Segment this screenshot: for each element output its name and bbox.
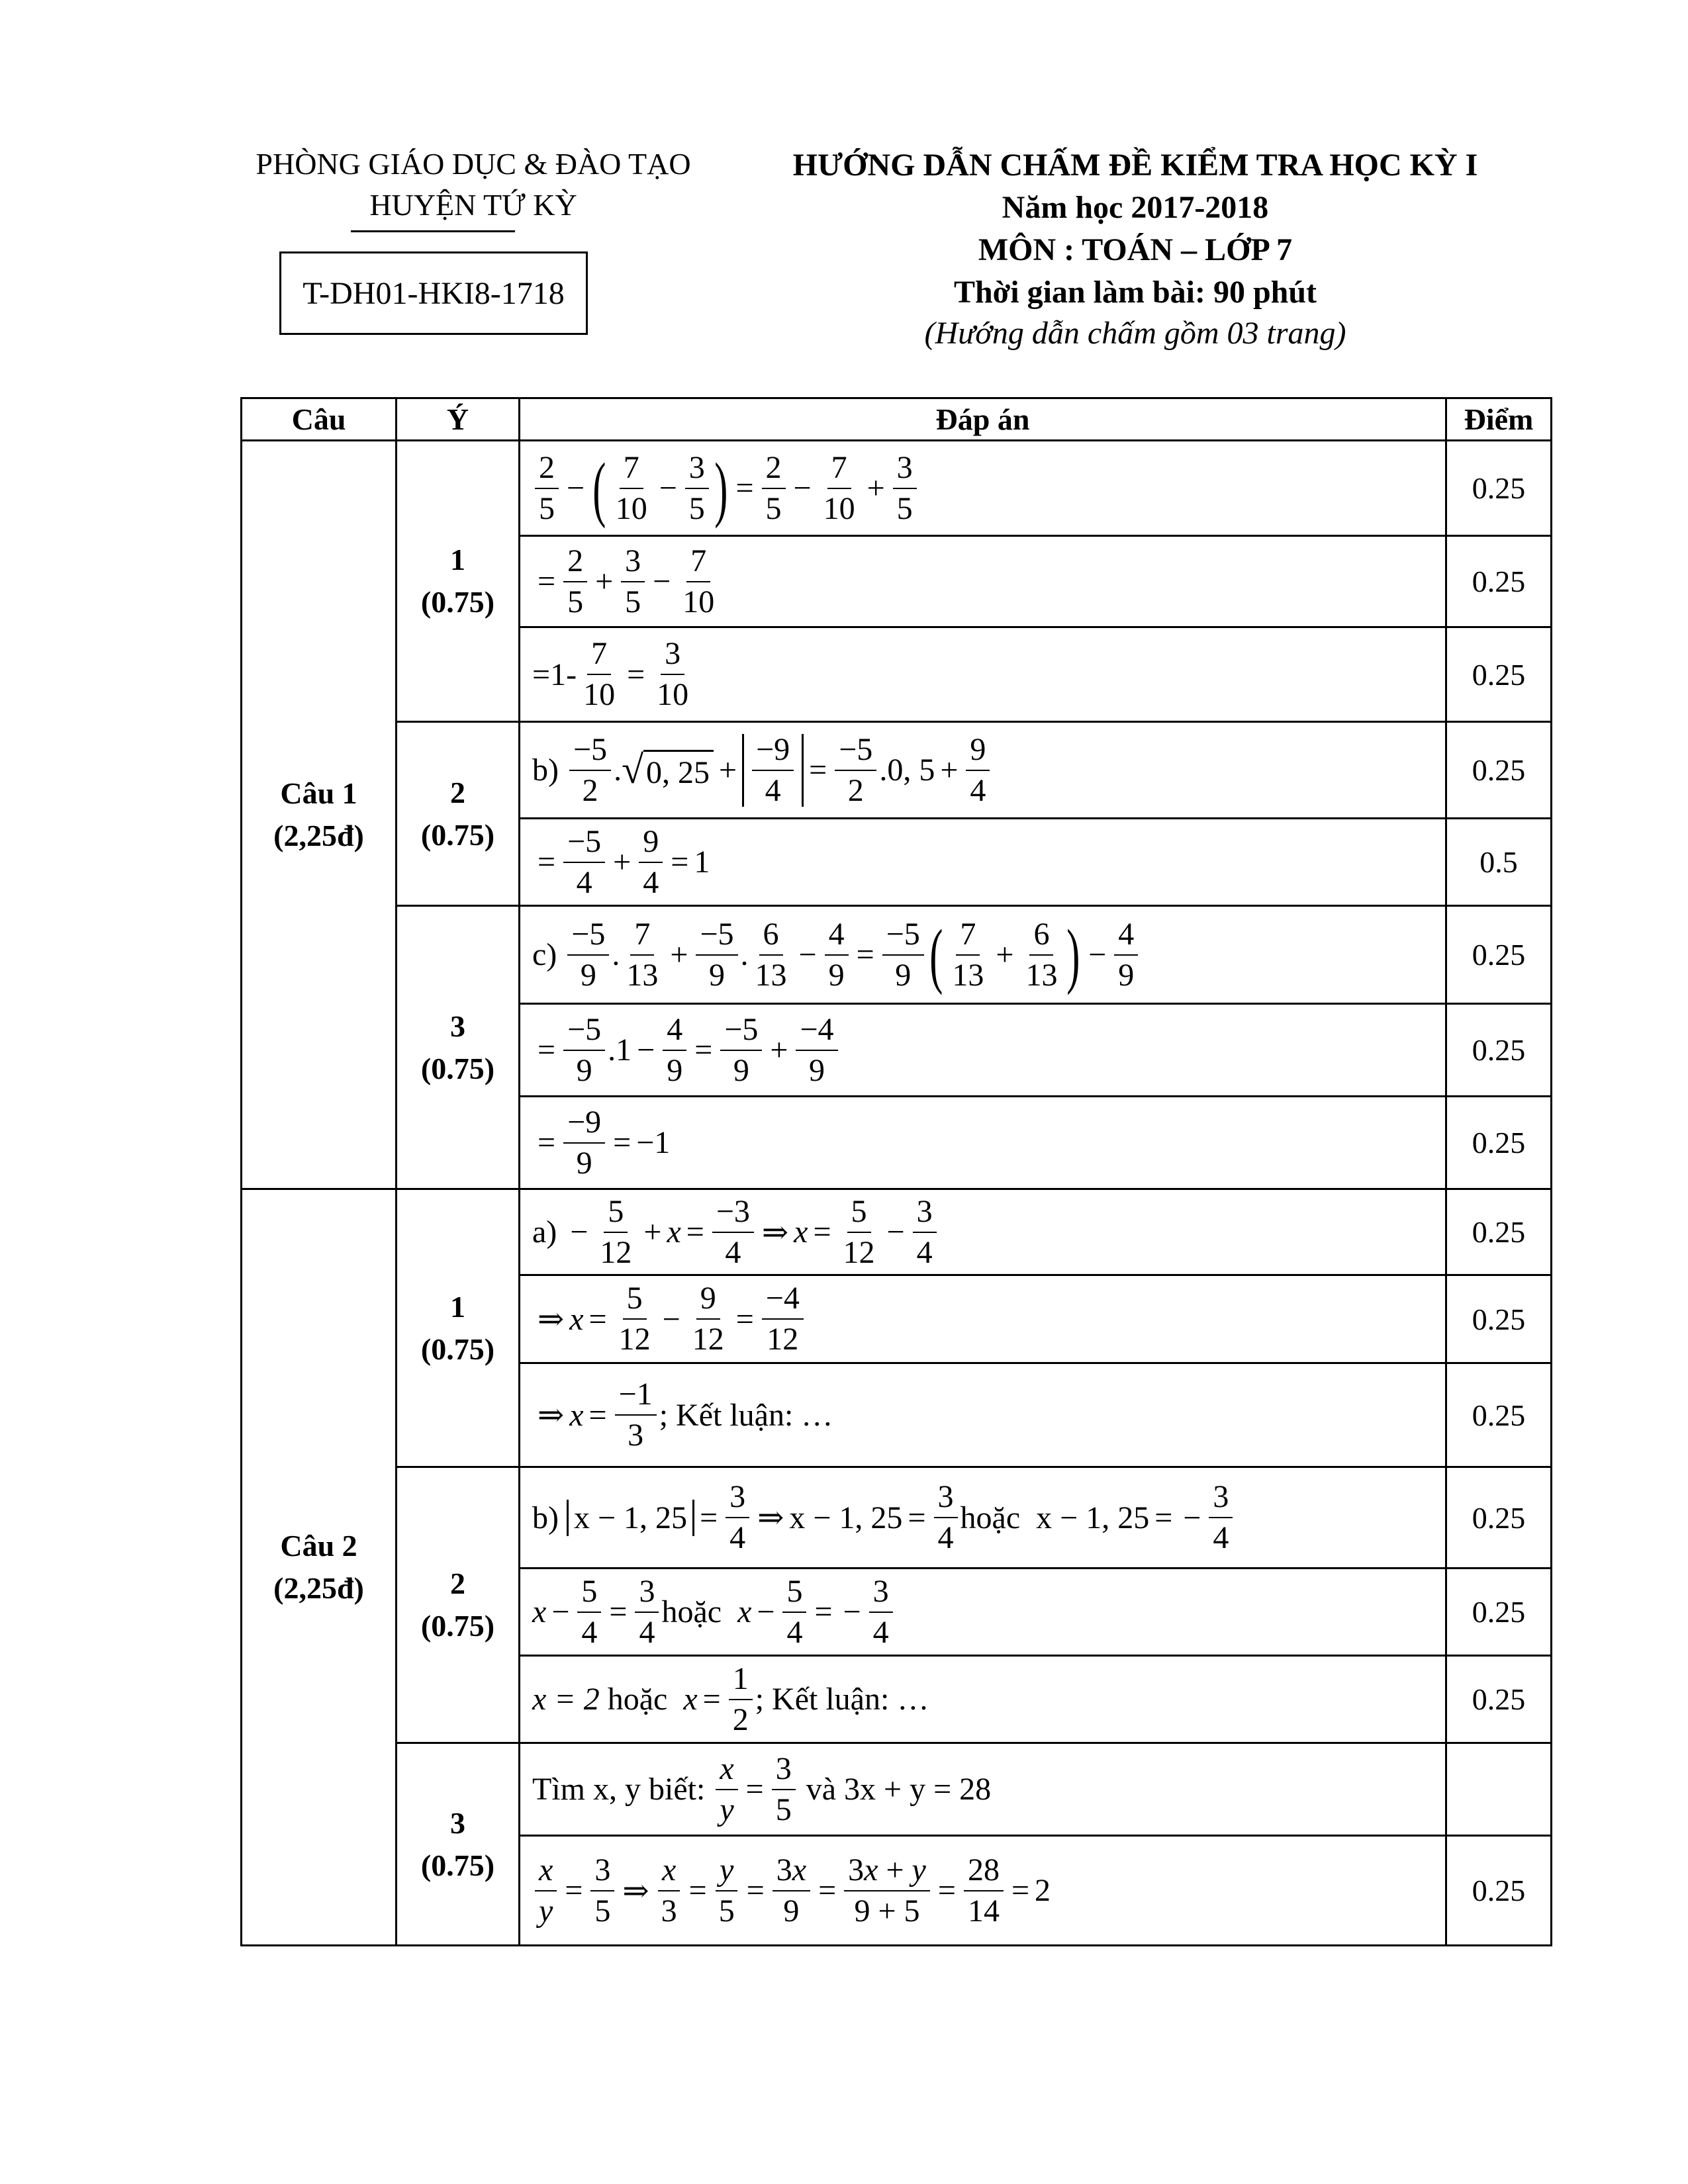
answer-row (520, 627, 1446, 722)
q1-part2-num: 2 (450, 775, 465, 809)
page-note: (Hướng dẫn chấm gồm 03 trang) (924, 316, 1346, 351)
q1-part2-cell (397, 722, 520, 906)
math-expression: = $\frac{-5}{9}$ .1 − $\frac{4}{9}$ = $\frac{-5}{9}$ + $\frac{-4}{9}$ (532, 1014, 1445, 1087)
math-expression: x − $\frac{5}{4}$ = $\frac{3}{4}$ hoặc x − $\frac{5}{4}$ = − $\frac{3}{4}$ (532, 1576, 1445, 1649)
answer-row (520, 1097, 1446, 1189)
answer-row (520, 1363, 1446, 1467)
question-1-cell (242, 441, 397, 1189)
q2-part1-num: 1 (450, 1289, 465, 1324)
score-cell: 0.25 (1446, 441, 1552, 536)
q1-part3-pts: (0.75) (420, 1051, 495, 1085)
q2-part2-cell (397, 1467, 520, 1743)
math-expression: b) −5 2 . √ 0, 25 + $\frac{-9}{4}$ = $\frac{-5}{2}$ .0, 5 + $\frac{9}{4}$ (532, 734, 1445, 807)
answer-row (520, 1743, 1446, 1836)
q2-part3-num: 3 (450, 1805, 465, 1840)
answer-row (520, 819, 1446, 906)
score-cell: 0.25 (1446, 1836, 1552, 1946)
answer-row (520, 1569, 1446, 1656)
score-cell: 0.25 (1446, 1363, 1552, 1467)
q2-part1-pts: (0.75) (420, 1332, 495, 1366)
q2-part3-cell (397, 1743, 520, 1946)
answer-row (520, 722, 1446, 819)
answer-row (520, 1836, 1446, 1946)
math-expression: = $\frac{-9}{9}$ = −1 (538, 1104, 671, 1181)
q1-part3-cell (397, 906, 520, 1189)
answer-row (520, 1275, 1446, 1363)
math-expression: Tìm x, y biết: $\frac{x}{y}$ = $\frac{3}{5}$ và 3x + y = 28 (532, 1751, 992, 1827)
q1-part1-cell (397, 441, 520, 722)
score-cell: 0.25 (1446, 1189, 1552, 1275)
header-points: Điểm (1446, 398, 1552, 441)
score-cell: 0.25 (1446, 1004, 1552, 1097)
exam-time: Thời gian làm bài: 90 phút (953, 275, 1317, 310)
math-expression: b) x − 1, 25 = $\frac{3}{4}$ ⇒ x − 1, 25 = $\frac{3}{4}$ hoặc x − 1, 25 = − $\frac{3}{4}$ (532, 1481, 1445, 1554)
question-2-cell (242, 1189, 397, 1946)
subject: MÔN : TOÁN – LỚP 7 (978, 232, 1293, 267)
answer-row (520, 536, 1446, 627)
answer-row (520, 1467, 1446, 1569)
math-expression: ⇒ x = $\frac{5}{12}$ − $\frac{9}{12}$ = $\frac{-4}{12}$ (532, 1283, 1445, 1355)
header-answer: Đáp án (520, 398, 1446, 441)
score-cell: 0.25 (1446, 722, 1552, 819)
math-expression: c) −5 9 . 7 13 + $\frac{-5}{9}$ . 6 13 − $\frac{4}{9}$ = $\frac{-5}{9}$ ( 7 13 + $\frac{6}{13}$ ) − $\frac{4}{9}$ (532, 919, 1445, 991)
math-expression: a) − $\frac{5}{12}$ + x = $\frac{-3}{4}$ ⇒ x = $\frac{5}{12}$ − $\frac{3}{4}$ (532, 1196, 1445, 1269)
header-y: Ý (397, 398, 520, 441)
score-cell: 0.25 (1446, 1275, 1552, 1363)
q2-part1-cell (397, 1189, 520, 1467)
q1-part1-pts: (0.75) (420, 585, 495, 619)
score-cell: 0.25 (1446, 1656, 1552, 1743)
answer-row (520, 906, 1446, 1004)
answer-row (520, 1656, 1446, 1743)
math-expression: =1- $\frac{7}{10}$ = $\frac{3}{10}$ (532, 636, 689, 712)
q1-part3-num: 3 (450, 1009, 465, 1043)
question-1-total: (2,25đ) (273, 819, 364, 852)
org-line2: HUYỆN TỨ KỲ (369, 188, 577, 222)
math-expression: ⇒ x = $\frac{-1}{3}$ ; Kết luận: … (538, 1377, 833, 1453)
score-cell: 0.25 (1446, 1097, 1552, 1189)
math-expression: = $\frac{-5}{4}$ + $\frac{9}{4}$ = 1 (538, 823, 710, 900)
q2-part2-num: 2 (450, 1567, 465, 1600)
q2-part2-pts: (0.75) (420, 1609, 495, 1643)
org-underline (351, 230, 515, 232)
math-expression: 2 5 − ( 7 10 − $\frac{3}{5}$ ) = $\frac{2}{5}$ − $\frac{7}{10}$ + $\frac{3}{5}$ (532, 452, 1445, 525)
question-2-total: (2,25đ) (273, 1571, 364, 1605)
school-year: Năm học 2017-2018 (1002, 190, 1269, 225)
score-cell: 0.25 (1446, 627, 1552, 722)
score-cell: 0.25 (1446, 536, 1552, 627)
score-cell: 0.25 (1446, 1569, 1552, 1656)
score-cell: 0.25 (1446, 1467, 1552, 1569)
math-expression: x = 2 hoặc x = $\frac{1}{2}$ ; Kết luận: … (532, 1661, 929, 1737)
doc-title: HƯỚNG DẪN CHẤM ĐỀ KIỂM TRA HỌC KỲ I (792, 148, 1478, 183)
header-cau: Câu (242, 398, 397, 441)
q2-part3-pts: (0.75) (420, 1848, 495, 1882)
q1-part1-num: 1 (450, 543, 465, 576)
math-expression: = $\frac{2}{5}$ + $\frac{3}{5}$ − $\frac{7}{10}$ (538, 543, 715, 619)
score-cell: 0.25 (1446, 906, 1552, 1004)
q1-part2-pts: (0.75) (420, 817, 495, 852)
answer-row (520, 441, 1446, 536)
score-cell (1446, 1743, 1552, 1836)
score-cell: 0.5 (1446, 819, 1552, 906)
question-1-label: Câu 1 (280, 776, 357, 810)
grading-table (240, 397, 1552, 1946)
answer-row (520, 1004, 1446, 1097)
org-line1: PHÒNG GIÁO DỤC & ĐÀO TẠO (256, 147, 691, 181)
answer-row (520, 1189, 1446, 1275)
question-2-label: Câu 2 (280, 1529, 357, 1563)
math-expression: $\frac{x}{y}$ = $\frac{3}{5}$ ⇒ $\frac{x}{3}$ = $\frac{y}{5}$ = $\frac{3x}{9}$ = $\frac{3x + y}{9 + 5}$ = $\frac{28}{14}$ = 2 (532, 1854, 1445, 1927)
document-code: T-DH01-HKI8-1718 (279, 251, 588, 335)
